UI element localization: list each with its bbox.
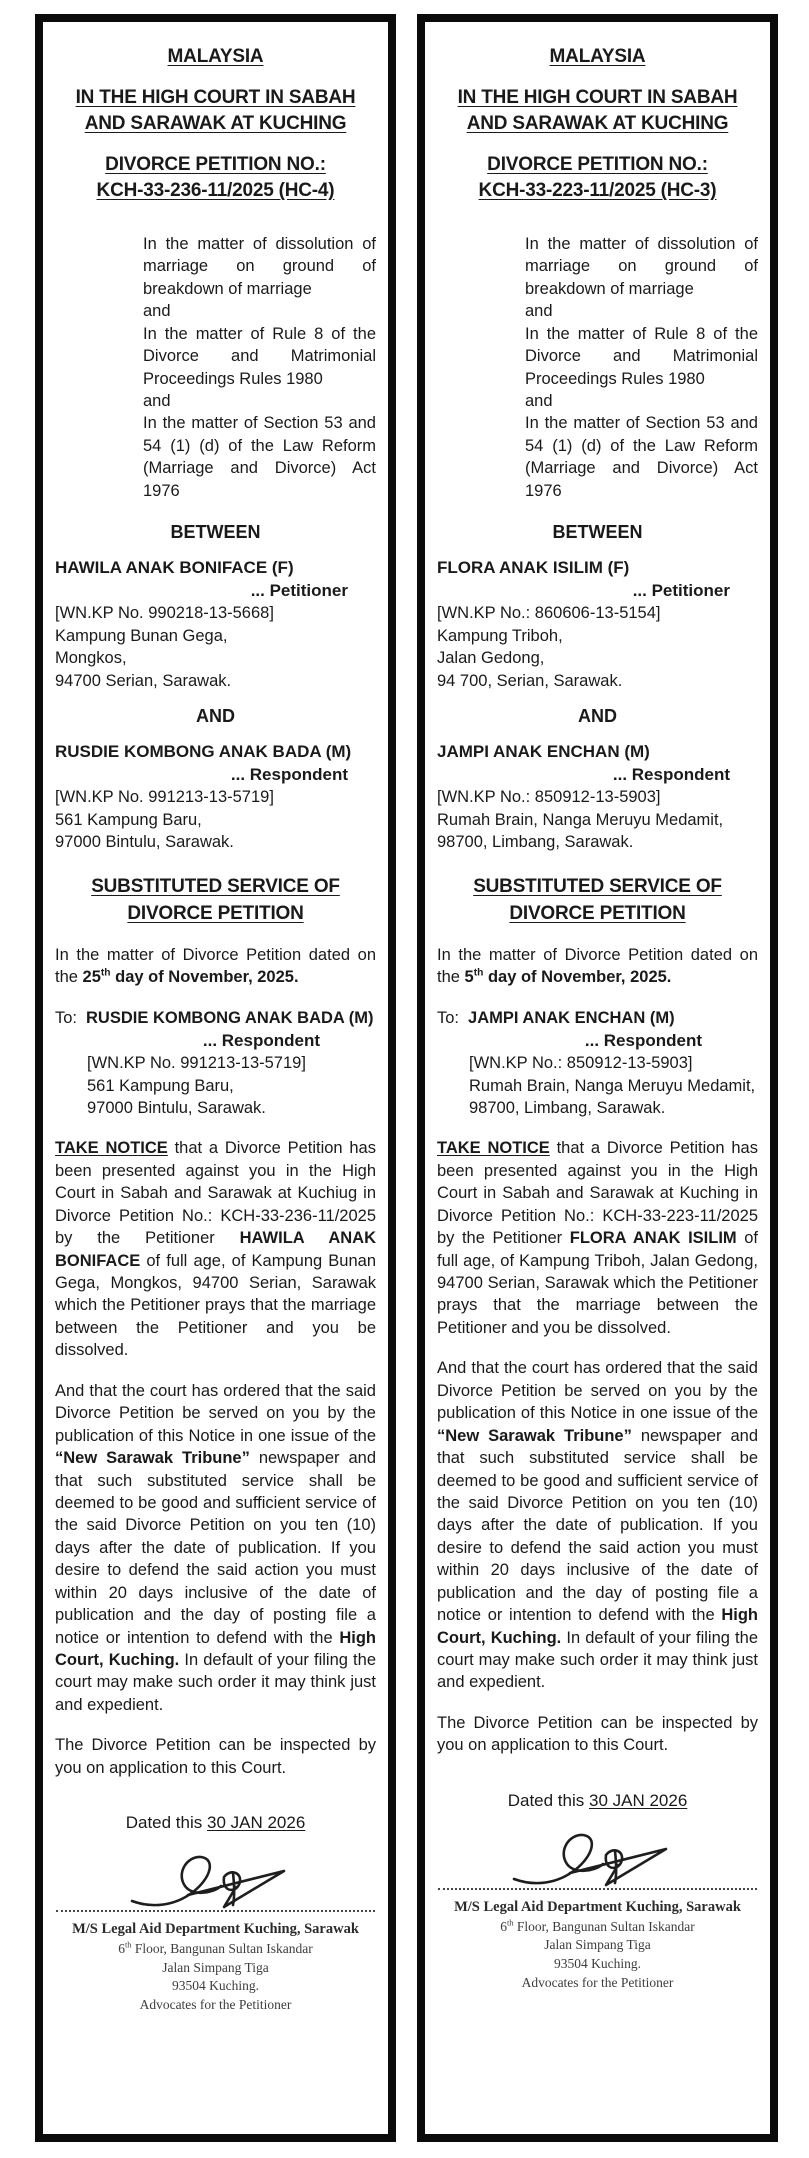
signature-icon <box>126 1849 336 1923</box>
firm-block <box>437 1897 758 1993</box>
petition-number: DIVORCE PETITION NO.: KCH-33-223-11/2025 (HC-3) <box>478 153 717 202</box>
country-title <box>55 44 376 71</box>
matter-block: In the matter of dissolution of marriage on ground of breakdown of marriage and In the matter of Rule 8 of the Divorce and Matrimonial Proceedings Rules 1980 and In the matter of Section 53 and 54 (1) (d) of the Law Reform (Marriage and Divorce) Act 1976 <box>143 234 376 500</box>
petitioner-address: [WN.KP No.: 860606-13-5154] Kampung Triboh, Jalan Gedong, 94 700, Serian, Sarawak. <box>437 604 661 690</box>
take-notice-paragraph: TAKE NOTICE that a Divorce Petition has been presented against you in the High Court in Sabah and Sarawak at Kuching in Divorce Petition No.: KCH-33-223-11/2025 by the Petitioner FLORA ANAK ISILIM of full age, of Kampung Triboh, Jalan Gedong, 94700 Serian, Sarawak which the Petitioner prays that the marriage between the Petitioner and you be dissolved. <box>437 1139 758 1337</box>
to-block <box>55 1007 376 1120</box>
take-notice-paragraph: TAKE NOTICE that a Divorce Petition has been presented against you in the High Court in Sabah and Sarawak at Kuchiug in Divorce Petition No.: KCH-33-236-11/2025 by the Petitioner HAWILA ANAK BONIFACE of full age, of Kampung Bunan Gega, Mongkos, 94700 Serian, Sarawak which the Petitioner prays that the marriage between the Petitioner and you be dissolved. <box>55 1139 376 1360</box>
firm-address: Jalan Simpang Tiga 93504 Kuching. <box>162 1959 269 1994</box>
signature-icon <box>508 1827 718 1901</box>
petitioner-name: FLORA ANAK ISILIM (F) <box>437 558 630 578</box>
and-label: AND <box>196 706 235 727</box>
firm-floor: 6th Floor, Bangunan Sultan Iskandar <box>118 1940 313 1957</box>
petitioner-block <box>55 556 376 692</box>
petitioner-name: HAWILA ANAK BONIFACE (F) <box>55 558 294 578</box>
section-title: SUBSTITUTED SERVICE OF DIVORCE PETITION <box>473 875 722 924</box>
country-title-text: MALAYSIA <box>167 46 264 67</box>
dated-on-paragraph: In the matter of Divorce Petition dated on the 25th day of November, 2025. <box>55 945 376 987</box>
legal-notice-card <box>35 14 396 2142</box>
firm-role: Advocates for the Petitioner <box>139 1997 292 2013</box>
firm-role: Advocates for the Petitioner <box>521 1974 674 1990</box>
court-order-paragraph: And that the court has ordered that the said Divorce Petition be served on you by the publication of this Notice in one issue of the “New Sarawak Tribune” newspaper and that such substituted service shall be deemed to be good and sufficient service of the said Divorce Petition on you ten (10) days after the date of publication. If you desire to defend the said action you must within 20 days inclusive of the date of publication and the day of posting file a notice or intention to defend with the High Court, Kuching. In default of your filing the court may make such order it may think just and expedient. <box>437 1359 759 1692</box>
to-label: To: <box>55 1008 78 1027</box>
signature-area <box>55 1849 376 1928</box>
to-block <box>437 1007 758 1120</box>
respondent-block <box>55 740 376 854</box>
petitioner-role: ... Petitioner <box>632 581 730 601</box>
court-order-paragraph: And that the court has ordered that the said Divorce Petition be served on you by the publication of this Notice in one issue of the “New Sarawak Tribune” newspaper and that such substituted service shall be deemed to be good and sufficient service of the said Divorce Petition on you ten (10) days after the date of publication. If you desire to defend the said action you must within 20 days inclusive of the date of publication and the day of posting file a notice or intention to defend with the High Court, Kuching. In default of your filing the court may make such order it may think just and expedient. <box>55 1381 377 1714</box>
to-address: [WN.KP No.: 850912-13-5903] Rumah Brain, Nanga Meruyu Medamit, 98700, Limbang, Sarawak. <box>469 1054 756 1117</box>
and-label: AND <box>578 706 617 727</box>
to-address: [WN.KP No. 991213-13-5719] 561 Kampung Baru, 97000 Bintulu, Sarawak. <box>87 1054 306 1117</box>
respondent-name: JAMPI ANAK ENCHAN (M) <box>437 742 650 762</box>
firm-name: M/S Legal Aid Department Kuching, Sarawak <box>454 1898 741 1915</box>
country-title-text: MALAYSIA <box>549 46 646 67</box>
firm-name: M/S Legal Aid Department Kuching, Sarawak <box>72 1921 359 1938</box>
petition-number: DIVORCE PETITION NO.: KCH-33-236-11/2025 (HC-4) <box>96 153 335 202</box>
to-line <box>55 1007 376 1029</box>
firm-address: Jalan Simpang Tiga 93504 Kuching. <box>544 1937 651 1972</box>
inspection-paragraph: The Divorce Petition can be inspected by you on application to this Court. <box>437 1713 758 1755</box>
inspection-paragraph: The Divorce Petition can be inspected by you on application to this Court. <box>55 1736 376 1777</box>
petitioner-address: [WN.KP No. 990218-13-5668] Kampung Bunan Gega, Mongkos, 94700 Serian, Sarawak. <box>55 604 274 690</box>
dated-on-paragraph: In the matter of Divorce Petition dated on the 5th day of November, 2025. <box>437 945 758 987</box>
signature-area <box>437 1827 758 1906</box>
petitioner-role: ... Petitioner <box>250 581 348 601</box>
section-title: SUBSTITUTED SERVICE OF DIVORCE PETITION <box>91 875 340 924</box>
respondent-name: RUSDIE KOMBONG ANAK BADA (M) <box>55 742 352 762</box>
petitioner-block <box>437 556 758 692</box>
matter-block: In the matter of dissolution of marriage on ground of breakdown of marriage and In the matter of Rule 8 of the Divorce and Matrimonial Proceedings Rules 1980 and In the matter of Section 53 and 54 (1) (d) of the Law Reform (Marriage and Divorce) Act 1976 <box>525 234 758 500</box>
court-title: IN THE HIGH COURT IN SABAH AND SARAWAK AT KUCHING <box>75 86 356 135</box>
to-label: To: <box>437 1008 460 1027</box>
respondent-address: [WN.KP No. 991213-13-5719] 561 Kampung Baru, 97000 Bintulu, Sarawak. <box>55 788 274 852</box>
firm-floor: 6th Floor, Bangunan Sultan Iskandar <box>500 1918 695 1934</box>
country-title <box>437 44 758 71</box>
legal-notice-card <box>417 14 778 2142</box>
to-line <box>437 1007 758 1029</box>
to-role: ... Respondent <box>202 1030 320 1050</box>
respondent-block <box>437 740 758 854</box>
to-name: RUSDIE KOMBONG ANAK BADA (M) <box>86 1008 374 1027</box>
respondent-address: [WN.KP No.: 850912-13-5903] Rumah Brain, Nanga Meruyu Medamit, 98700, Limbang, Sarawak. <box>437 788 724 852</box>
respondent-role: ... Respondent <box>612 765 730 785</box>
dated-line: Dated this 30 JAN 2026 <box>507 1790 688 1810</box>
to-name: JAMPI ANAK ENCHAN (M) <box>468 1008 675 1027</box>
dated-line: Dated this 30 JAN 2026 <box>125 1813 306 1833</box>
firm-block <box>55 1919 376 2015</box>
respondent-role: ... Respondent <box>230 765 348 785</box>
between-label: BETWEEN <box>552 522 643 543</box>
court-title: IN THE HIGH COURT IN SABAH AND SARAWAK AT KUCHING <box>457 86 738 135</box>
to-role: ... Respondent <box>584 1030 702 1050</box>
between-label: BETWEEN <box>170 522 261 543</box>
